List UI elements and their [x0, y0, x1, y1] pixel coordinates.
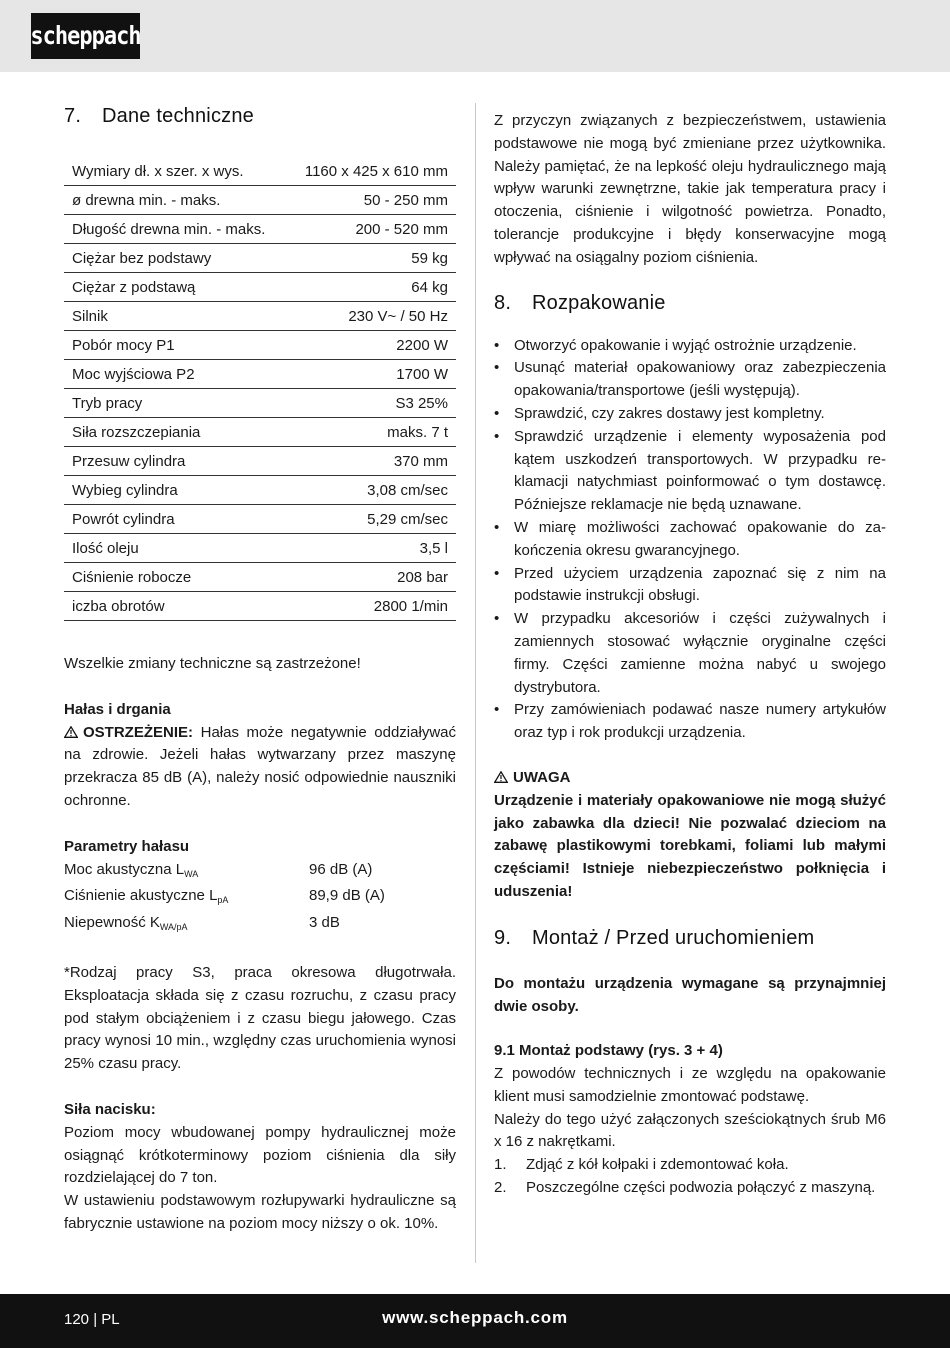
spec-label: Wymiary dł. x szer. x wys.: [64, 157, 287, 186]
spec-table: [64, 157, 456, 621]
list-item-text: Sprawdzić, czy zakres dostawy jest kompletny.: [514, 404, 825, 422]
spec-row: [64, 563, 456, 592]
spec-value: 3,5 l: [287, 534, 456, 563]
assembly-step: [494, 1177, 886, 1200]
noise-param-value: 96 dB (A): [309, 860, 373, 878]
bullet-icon: •: [494, 336, 500, 354]
step-number: 2.: [494, 1179, 507, 1197]
spec-label: Siła rozszczepiania: [64, 418, 287, 447]
section-number: 8.: [494, 291, 512, 314]
warning-icon: [494, 771, 508, 783]
warning-icon: [64, 726, 78, 738]
pressure-intro: Z przyczyn związanych z bezpieczeństwem, ustawienia podstawowe nie mogą być zmieniane przez użytkownika. Należy pamiętać, że na lepkość oleju hydraulicznego mają wpływ warunki zewnętrzne, takie jak temperatura pracy i otoczenia, ciśnienie i wilgotność powietrza. Ponadto, tolerancje produkcyjne i błędy konserwacyjne mogą wpływać na osiągalny poziom ciśnienia.: [494, 112, 886, 266]
spec-label: Pobór mocy P1: [64, 331, 287, 360]
list-item: [494, 517, 886, 563]
spec-label: Ciężar bez podstawy: [64, 244, 287, 273]
spec-label: Ciężar z podstawą: [64, 273, 287, 302]
spec-row: [64, 389, 456, 418]
spec-label: Wybieg cylindra: [64, 476, 287, 505]
section-number: 9.: [494, 926, 512, 949]
attention-text: Urządzenie i materiały opakowaniowe nie mogą służyć jako zabawka dla dzieci! Nie pozwalać dzieciom na zabawę plastikowymi torebkami, foliami lub małymi częściami! Istnieje niebezpieczeństwo połknięcia i uduszenia!: [494, 791, 886, 900]
spec-row: [64, 534, 456, 563]
spec-label: Silnik: [64, 302, 287, 331]
section-title: Montaż / Przed uruchomieniem: [532, 926, 815, 949]
assembly-intro: Do montażu urządzenia wymagane są przynajmniej dwie osoby.: [494, 974, 886, 1015]
spec-value: 2800 1/min: [287, 592, 456, 621]
spec-value: 64 kg: [287, 273, 456, 302]
noise-param-subscript: WA/pA: [159, 922, 188, 933]
spec-label: Ciśnienie robocze: [64, 563, 287, 592]
list-item: [494, 608, 886, 699]
spec-row: [64, 476, 456, 505]
warning-text: Hałas może negatywnie oddziaływać na zdrowie. Jeżeli hałas wytwarzany przez maszynę przekracza 85 dB (A), należy nosić odpowiednie nauszniki ochronne.: [64, 723, 456, 809]
spec-label: Długość drewna min. - maks.: [64, 215, 287, 244]
column-divider: [475, 103, 476, 1263]
spec-row: [64, 273, 456, 302]
list-item: [494, 563, 886, 609]
noise-param-label: Niepewność K: [64, 914, 160, 932]
noise-params-heading: Parametry hałasu: [64, 837, 190, 855]
spec-value: 1160 x 425 x 610 mm: [287, 157, 456, 186]
attention-heading: [494, 767, 886, 790]
bullet-icon: •: [494, 427, 500, 445]
right-column: [494, 110, 886, 1200]
brand-logo: scheppach: [31, 13, 140, 59]
spec-row: [64, 360, 456, 389]
left-column: [64, 105, 456, 1236]
spec-label: Moc wyjściowa P2: [64, 360, 287, 389]
spec-value: 370 mm: [287, 447, 456, 476]
spec-row: [64, 244, 456, 273]
list-item-text: W miarę możliwości zachować opakowanie do zakończenia okresu gwarancyjnego.: [514, 518, 886, 559]
list-item-text: Otworzyć opakowanie i wyjąć ostrożnie urządzenie.: [514, 336, 857, 354]
spec-row: [64, 592, 456, 621]
spec-row: [64, 418, 456, 447]
list-item: [494, 699, 886, 745]
spec-value: 59 kg: [287, 244, 456, 273]
section-9-heading: [494, 927, 886, 950]
list-item-text: Przed użyciem urządzenia zapoznać się z nim na podstawie instrukcji obsługi.: [514, 564, 886, 605]
list-item: [494, 403, 886, 426]
force-heading: Siła nacisku:: [64, 1100, 156, 1118]
assembly-steps: [494, 1154, 886, 1200]
spec-value: S3 25%: [287, 389, 456, 418]
base-assembly-heading: 9.1 Montaż podstawy (rys. 3 + 4): [494, 1042, 723, 1060]
assembly-step: [494, 1154, 886, 1177]
bullet-icon: •: [494, 518, 500, 536]
list-item: [494, 426, 886, 517]
section-title: Dane techniczne: [102, 105, 254, 127]
section-number: 7.: [64, 105, 82, 127]
list-item-text: W przypadku akcesoriów i części zużywalnych i zamiennych stosować wyłącznie oryginalne części firmy. Części zamienne można nabyć u swojego dystrybutora.: [514, 610, 886, 696]
spec-label: Tryb pracy: [64, 389, 287, 418]
bullet-icon: •: [494, 404, 500, 422]
operation-mode-note: *Rodzaj pracy S3, praca okresowa długotrwała. Eksploatacja składa się z czasu rozruchu, z czasu pracy pod stałym obciążeniem i z czasu biegu jałowego. Czas pracy wynosi 10 min., względny czas uruchomienia wynosi 25% czasu pracy.: [64, 963, 456, 1073]
base-assembly-paragraph-1: Z powodów technicznych i ze względu na opakowanie klient musi samodzielnie zmontować podstawę.: [494, 1065, 886, 1105]
spec-value: 2200 W: [287, 331, 456, 360]
spec-value: 5,29 cm/sec: [287, 505, 456, 534]
spec-value: 230 V~ / 50 Hz: [287, 302, 456, 331]
spec-label: Ilość oleju: [64, 534, 287, 563]
noise-params: [64, 859, 456, 939]
noise-heading: Hałas i drgania: [64, 700, 171, 718]
spec-value: 50 - 250 mm: [287, 186, 456, 215]
spec-value: 200 - 520 mm: [287, 215, 456, 244]
warning-label: OSTRZEŻENIE:: [83, 723, 194, 741]
page-header: [0, 0, 950, 72]
force-paragraph-1: Poziom mocy wbudowanej pompy hydraulicznej może osiągnąć krótkoterminowy poziom ciśnienia dla siły rozdzielającej do 7 ton.: [64, 1123, 456, 1187]
list-item-text: Sprawdzić urządzenie i elementy wyposażenia pod kątem uszkodzeń transportowych. W przypadku reklamacji natychmiast poinformować o tym dostawcę. Późniejsze reklamacje nie będą uznawane.: [514, 427, 886, 514]
noise-param-value: 3 dB: [309, 914, 340, 932]
force-paragraph-2: W ustawieniu podstawowym rozłupywarki hydrauliczne są fabrycznie ustawione na poziom mocy niższy o ok. 10%.: [64, 1192, 456, 1232]
bullet-icon: •: [494, 701, 500, 719]
spec-label: iczba obrotów: [64, 592, 287, 621]
list-item: [494, 357, 886, 403]
noise-param-value: 89,9 dB (A): [309, 887, 385, 905]
page-footer: [0, 1294, 950, 1348]
spec-row: [64, 447, 456, 476]
noise-param-subscript: pA: [217, 895, 229, 906]
attention-label: UWAGA: [513, 768, 571, 786]
spec-value: 208 bar: [287, 563, 456, 592]
spec-label: Powrót cylindra: [64, 505, 287, 534]
spec-value: 1700 W: [287, 360, 456, 389]
list-item: [494, 335, 886, 358]
page-number: 120 | PL: [64, 1311, 120, 1328]
bullet-icon: •: [494, 359, 500, 377]
section-title: Rozpakowanie: [532, 291, 666, 314]
noise-param-row: [64, 885, 456, 912]
section-7-heading: [64, 105, 456, 128]
spec-row: [64, 157, 456, 186]
noise-param-row: [64, 859, 456, 886]
spec-row: [64, 302, 456, 331]
step-text: Zdjąć z kół kołpaki i zdemontować koła.: [526, 1156, 789, 1174]
spec-value: 3,08 cm/sec: [287, 476, 456, 505]
noise-param-label: Moc akustyczna L: [64, 860, 185, 878]
changes-note: Wszelkie zmiany techniczne są zastrzeżone!: [64, 655, 361, 672]
spec-row: [64, 505, 456, 534]
spec-row: [64, 215, 456, 244]
step-text: Poszczególne części podwozia połączyć z maszyną.: [526, 1179, 876, 1197]
unpacking-list: [494, 335, 886, 745]
spec-label: Przesuw cylindra: [64, 447, 287, 476]
noise-param-label: Ciśnienie akustyczne L: [64, 887, 218, 905]
section-8-heading: [494, 292, 886, 315]
spec-value: maks. 7 t: [287, 418, 456, 447]
bullet-icon: •: [494, 610, 500, 628]
bullet-icon: •: [494, 564, 500, 582]
step-number: 1.: [494, 1156, 507, 1174]
spec-row: [64, 331, 456, 360]
base-assembly-paragraph-2: Należy do tego użyć załączonych sześciokątnych śrub M6 x 16 z nakrętkami.: [494, 1110, 886, 1151]
noise-param-subscript: WA: [184, 868, 199, 879]
noise-warning: [64, 722, 456, 813]
list-item-text: Przy zamówieniach podawać nasze numery artykułów oraz typ i rok produkcji urządzenia.: [514, 701, 886, 742]
website-link[interactable]: www.scheppach.com: [382, 1308, 568, 1327]
list-item-text: Usunąć materiał opakowaniowy oraz zabezpieczenia opakowania/transportowe (jeśli występują).: [514, 359, 886, 400]
spec-label: ø drewna min. - maks.: [64, 186, 287, 215]
noise-param-row: [64, 912, 456, 939]
spec-row: [64, 186, 456, 215]
